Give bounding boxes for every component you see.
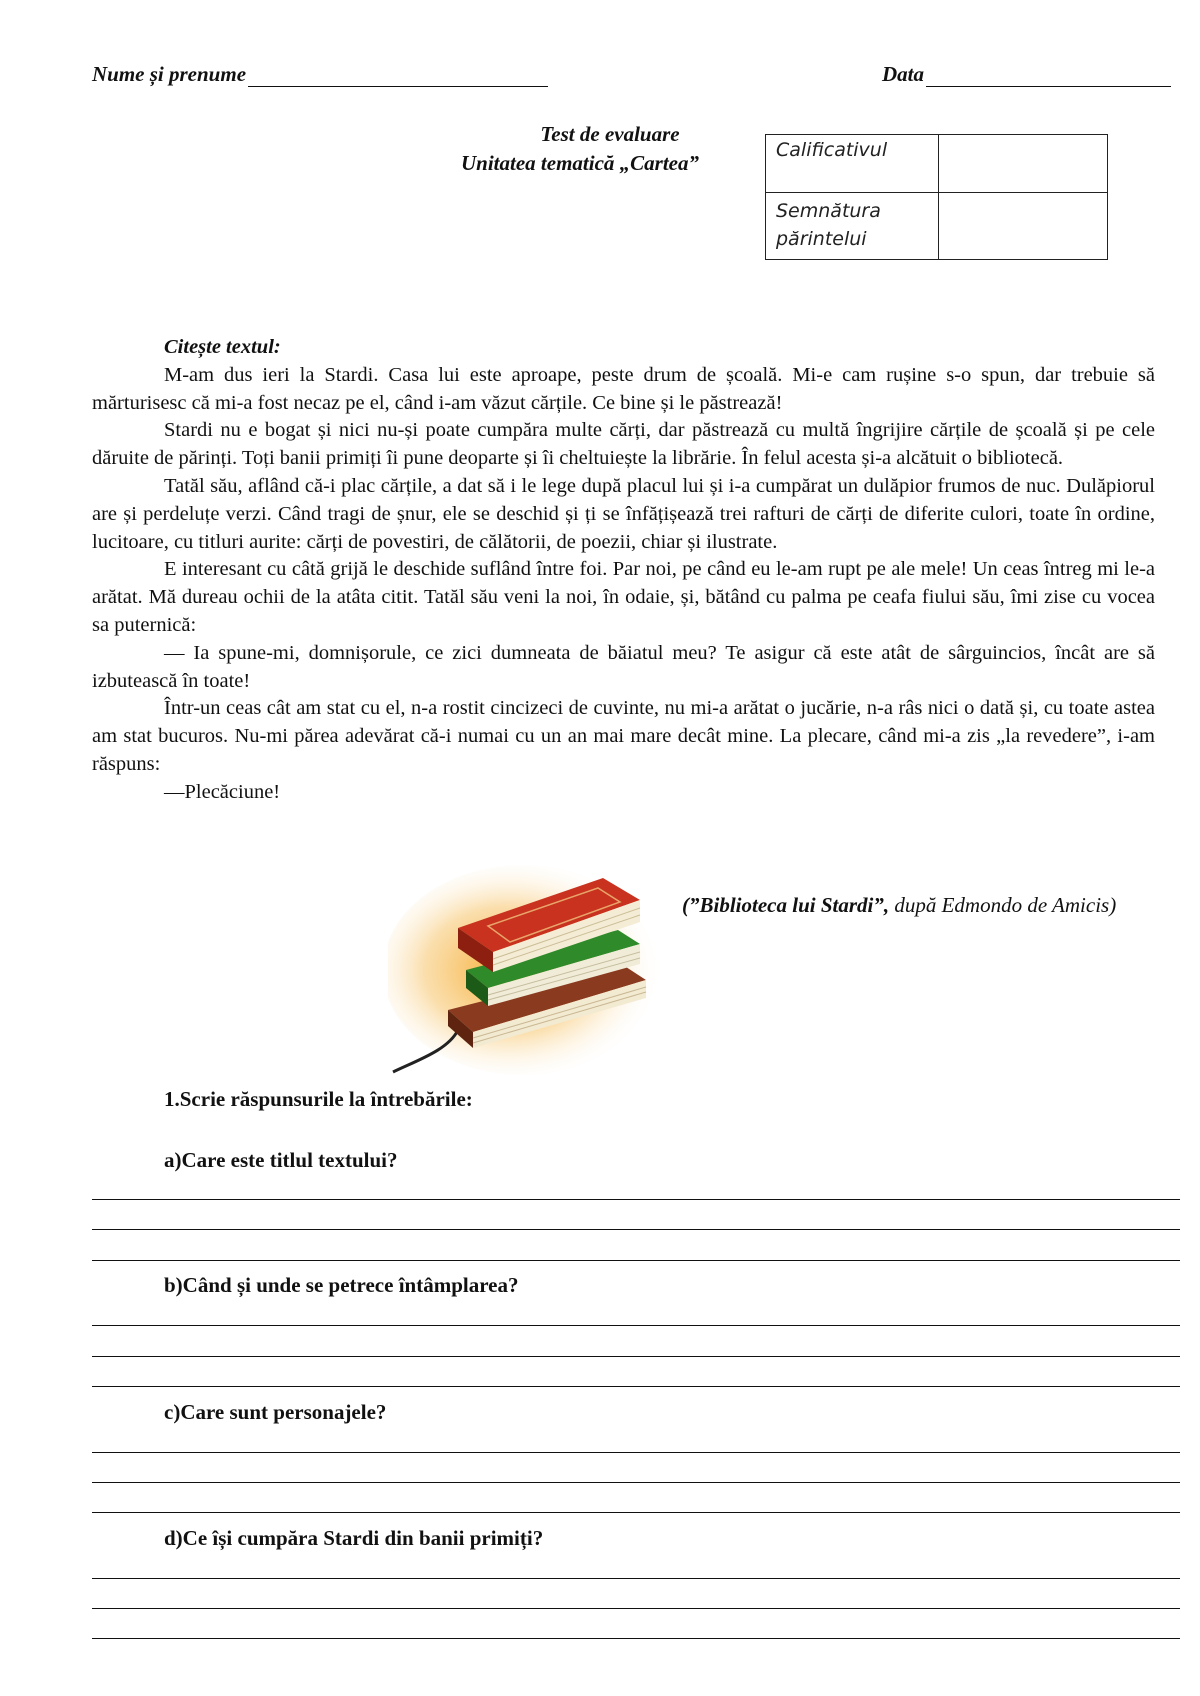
date-label: Data <box>882 62 924 86</box>
answer-line[interactable] <box>92 1452 1180 1453</box>
answer-line[interactable] <box>92 1386 1180 1387</box>
reading-section <box>92 334 1155 807</box>
answer-line[interactable] <box>92 1260 1180 1261</box>
title-line-2: Unitatea tematică „Cartea” <box>461 151 699 175</box>
questions-heading: 1.Scrie răspunsurile la întrebările: <box>164 1087 473 1111</box>
title-line-1: Test de evaluare <box>540 122 680 146</box>
answer-line[interactable] <box>92 1356 1180 1357</box>
answer-line[interactable] <box>92 1482 1180 1483</box>
citation <box>682 893 1116 918</box>
citation-author: după Edmondo de Amicis) <box>889 893 1117 917</box>
signature-label-line-2: părintelui <box>776 228 867 250</box>
name-field[interactable] <box>92 62 548 87</box>
question-a: a)Care este titlul textului? <box>164 1148 398 1172</box>
reading-instruction: Citește textul: <box>164 336 281 358</box>
signature-label <box>766 193 939 260</box>
answer-line[interactable] <box>92 1512 1180 1513</box>
answer-line[interactable] <box>92 1199 1180 1200</box>
test-title <box>440 120 780 178</box>
grade-row <box>766 135 1108 193</box>
grade-value-cell[interactable] <box>939 135 1108 193</box>
signature-row <box>766 193 1108 260</box>
answer-line[interactable] <box>92 1578 1180 1579</box>
reading-paragraph-6: Într-un ceas cât am stat cu el, n-a rostit cincizeci de cuvinte, nu mi-a arătat o jucărie, n-a râs nici o dată și, cu toate astea am stat bucuros. Nu-mi părea adevărat că-i numai cu un an mai mare decât mine. La plecare, când mi-a zis „la revedere”, i-am răspuns: <box>92 697 1155 775</box>
question-d: d)Ce își cumpăra Stardi din banii primiți? <box>164 1526 544 1550</box>
answer-line[interactable] <box>92 1325 1180 1326</box>
header-row <box>92 62 1182 92</box>
question-c: c)Care sunt personajele? <box>164 1400 387 1424</box>
reading-paragraph-2: Stardi nu e bogat și nici nu-și poate cumpăra multe cărți, dar păstrează cu multă îngrijire cărțile de școală și pe cele dăruite de părinți. Toți banii primiți îi pune deoparte și îi cheltuiește la librărie. În felul acesta și-a alcătuit o bibliotecă. <box>92 419 1155 470</box>
name-label: Nume și prenume <box>92 62 247 86</box>
signature-label-line-1: Semnătura <box>776 200 881 222</box>
reading-paragraph-7: —Plecăciune! <box>164 780 281 803</box>
reading-paragraph-1: M-am dus ieri la Stardi. Casa lui este aproape, peste drum de școală. Mi-e cam rușine s-o spun, dar trebuie să mărturisesc că mi-a fost necaz pe el, când i-am văzut cărțile. Ce bine și le păstrează! <box>92 363 1155 414</box>
name-blank-line[interactable] <box>248 64 548 87</box>
reading-paragraph-5: — Ia spune-mi, domnișorule, ce zici dumneata de băiatul meu? Te asigur că este atât de sârguincios, încât are să izbutească în toate! <box>92 641 1155 692</box>
reading-paragraph-3: Tatăl său, aflând că-i plac cărțile, a dat să i le lege după placul lui și i-a cumpărat un dulăpior frumos de nuc. Dulăpiorul are și perdeluțe verzi. Când tragi de șnur, ele se deschid și ți se înfățișează trei rafturi de cărți de diferite culori, toate în ordine, lucitoare, cu titluri aurite: cărți de povestiri, de călătorii, de poezii, chiar și ilustrate. <box>92 474 1155 553</box>
signature-value-cell[interactable] <box>939 193 1108 260</box>
date-field[interactable] <box>882 62 1171 87</box>
date-blank-line[interactable] <box>926 64 1171 87</box>
grade-label: Calificativul <box>766 135 939 193</box>
question-b: b)Când și unde se petrece întâmplarea? <box>164 1273 519 1297</box>
answer-line[interactable] <box>92 1638 1180 1639</box>
answer-line[interactable] <box>92 1608 1180 1609</box>
reading-paragraph-4: E interesant cu câtă grijă le deschide suflând între foi. Par noi, pe când eu le-am rupt pe ale mele! Un ceas întreg mi le-a arătat. Mă dureau ochii de la atâta citit. Tatăl său veni la noi, în odaie, și, bătând cu palma pe ceafa fiului său, îmi zise cu vocea sa puternică: <box>92 558 1155 636</box>
citation-title: (”Biblioteca lui Stardi”, <box>682 893 890 917</box>
answer-line[interactable] <box>92 1229 1180 1230</box>
grade-table <box>765 134 1108 260</box>
stack-of-books-illustration <box>388 860 688 1080</box>
